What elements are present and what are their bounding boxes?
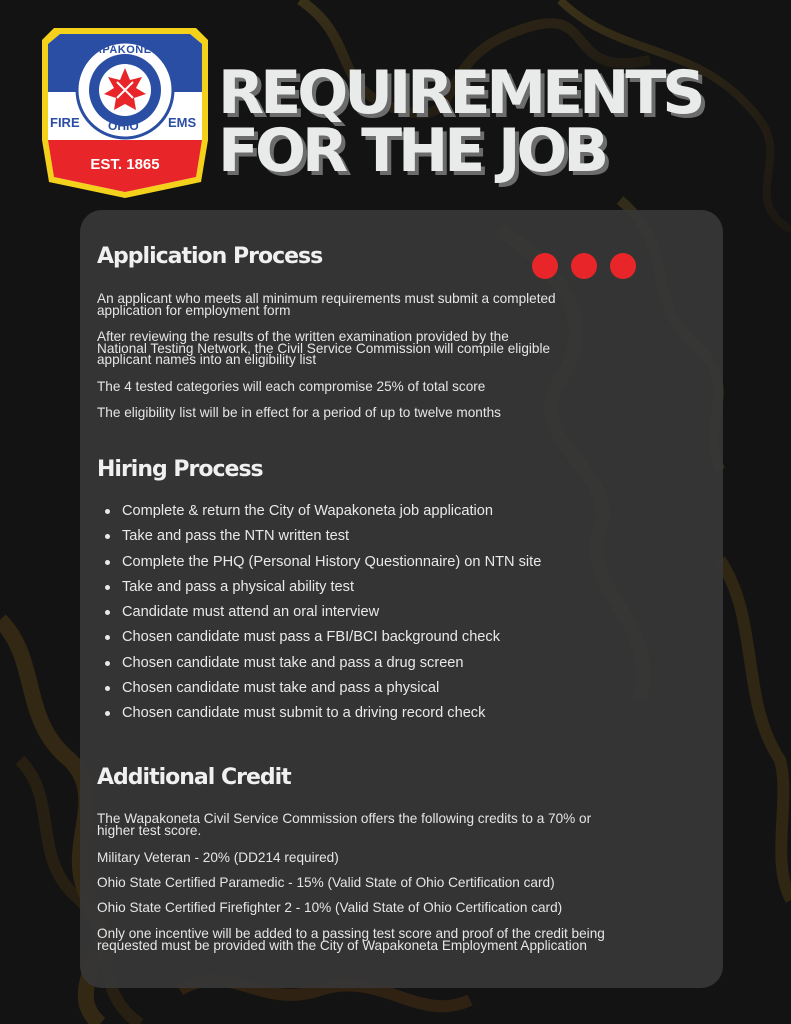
additional-credit-heading: Additional Credit (97, 765, 291, 790)
red-dot-icon (532, 253, 558, 279)
logo-fire-text: FIRE (50, 115, 80, 130)
red-dot-icon (571, 253, 597, 279)
application-paragraph: After reviewing the results of the written examination provided by the National Testing Network, the Civil Service Commission will compile eligible applicant names into an eligibility list (97, 329, 551, 367)
hiring-process-heading: Hiring Process (97, 457, 263, 482)
credit-paragraph: The Wapakoneta Civil Service Commission offers the following credits to a 70% or higher test score. (97, 811, 592, 838)
application-paragraph: The eligibility list will be in effect for a period of up to twelve months (97, 405, 501, 420)
title-line-2: FOR THE JOB (218, 116, 606, 186)
application-paragraph: The 4 tested categories will each compromise 25% of total score (97, 379, 486, 394)
title-line-1: REQUIREMENTS (218, 58, 702, 128)
list-item: Chosen candidate must pass a FBI/BCI background check (105, 626, 541, 651)
logo-est-text: EST. 1865 (90, 156, 160, 173)
list-item: Chosen candidate must take and pass a drug screen (105, 652, 541, 677)
list-item: Take and pass a physical ability test (105, 576, 541, 601)
logo-ohio-text: OHIO (108, 119, 139, 133)
application-process-heading: Application Process (97, 244, 323, 269)
credit-item: Ohio State Certified Paramedic - 15% (Valid State of Ohio Certification card) (97, 875, 555, 890)
wapakoneta-fire-logo (36, 22, 214, 200)
list-item: Complete & return the City of Wapakoneta job application (105, 500, 541, 525)
list-item: Chosen candidate must take and pass a physical (105, 677, 541, 702)
list-item: Complete the PHQ (Personal History Questionnaire) on NTN site (105, 551, 541, 576)
page-title (218, 58, 702, 186)
credit-item: Military Veteran - 20% (DD214 required) (97, 850, 339, 865)
list-item: Take and pass the NTN written test (105, 525, 541, 550)
application-paragraph: An applicant who meets all minimum requirements must submit a completed application for employment form (97, 291, 556, 318)
credit-paragraph: Only one incentive will be added to a passing test score and proof of the credit being requested must be provided with the City of Wapakoneta Employment Application (97, 926, 605, 953)
logo-ems-text: EMS (168, 115, 197, 130)
list-item: Candidate must attend an oral interview (105, 601, 541, 626)
hiring-steps-list (105, 500, 541, 728)
red-dot-icon (610, 253, 636, 279)
logo-top-text: WAPAKONETA (83, 44, 167, 56)
list-item: Chosen candidate must submit to a driving record check (105, 702, 541, 727)
credit-item: Ohio State Certified Firefighter 2 - 10% (Valid State of Ohio Certification card) (97, 900, 563, 915)
